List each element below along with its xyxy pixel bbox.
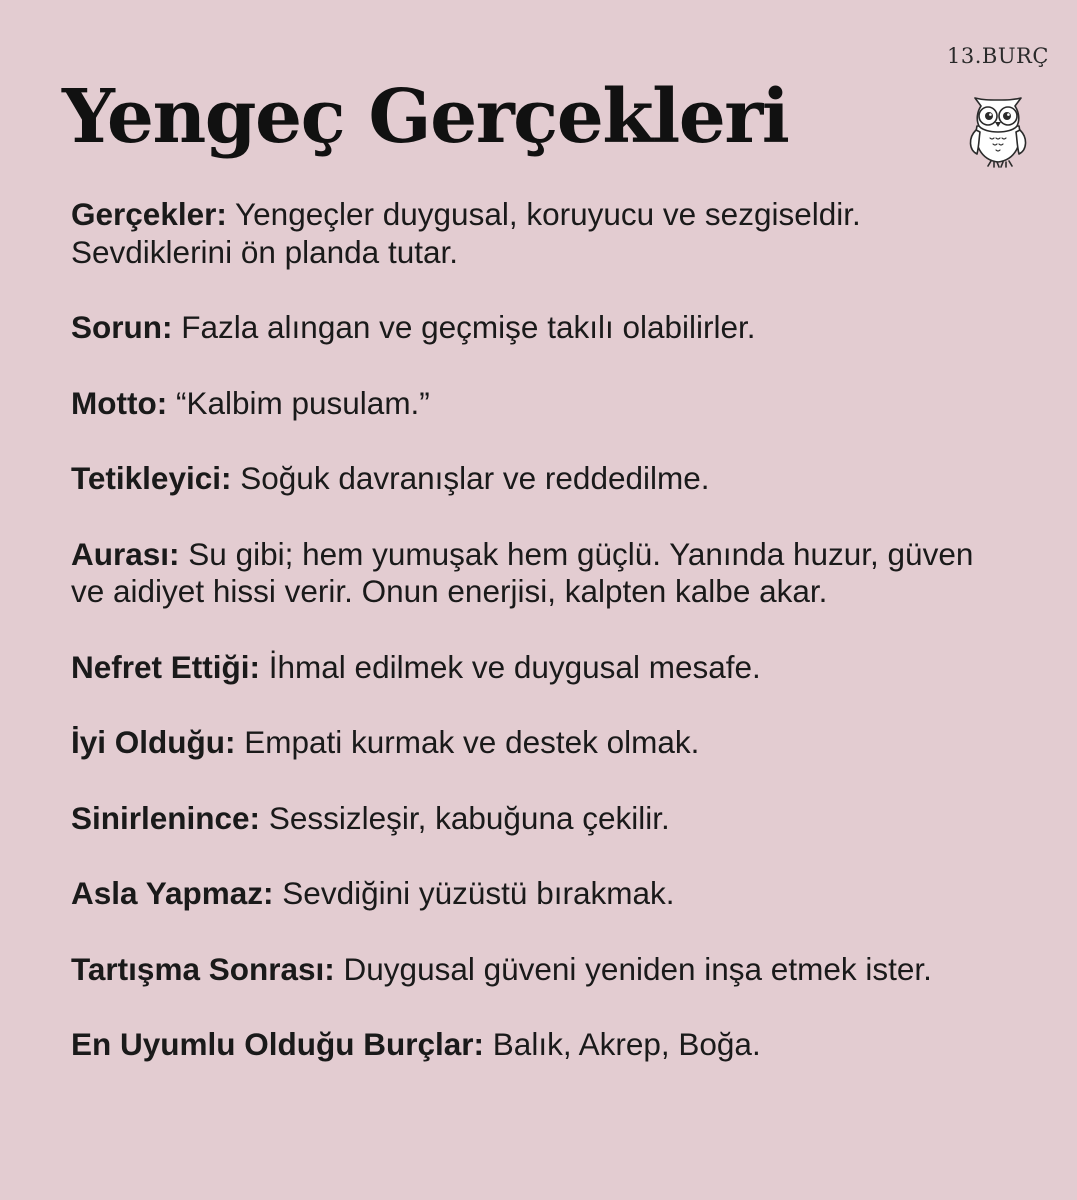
fact-item: [71, 385, 1011, 423]
fact-text: Sevdiğini yüzüstü bırakmak.: [282, 875, 675, 911]
fact-text: Empati kurmak ve destek olmak.: [244, 724, 700, 760]
fact-label: Nefret Ettiği:: [71, 648, 260, 685]
fact-item: [71, 460, 1011, 498]
fact-label: Sinirlenince:: [71, 799, 261, 836]
fact-label: Tetikleyici:: [71, 460, 232, 496]
fact-text: Sessizleşir, kabuğuna çekilir.: [268, 799, 670, 836]
facts-list: [71, 196, 1011, 1102]
fact-item: [71, 951, 1011, 989]
fact-item: [71, 309, 1011, 347]
fact-text: Fazla alıngan ve geçmişe takılı olabilirler.: [181, 309, 756, 345]
fact-item: [71, 196, 1011, 271]
fact-item: [71, 800, 1011, 838]
owl-icon: [963, 86, 1033, 168]
fact-text: Soğuk davranışlar ve reddedilme.: [240, 460, 710, 496]
fact-label: İyi Olduğu:: [71, 724, 236, 760]
fact-item: [71, 649, 1011, 687]
fact-item: [71, 875, 1011, 913]
fact-label: Asla Yapmaz:: [71, 875, 274, 911]
fact-label: Sorun:: [71, 309, 173, 345]
fact-label: Gerçekler:: [71, 196, 227, 232]
fact-text: İhmal edilmek ve duygusal mesafe.: [268, 648, 761, 685]
fact-item: [71, 724, 1011, 762]
fact-label: Motto:: [71, 384, 168, 421]
fact-item: [71, 536, 1011, 611]
fact-item: [71, 1026, 1011, 1064]
fact-text: Yengeçler duygusal, koruyucu ve sezgiseldir. Sevdiklerini ön planda tutar.: [71, 196, 861, 270]
fact-label: Tartışma Sonrası:: [71, 950, 335, 987]
fact-text: “Kalbim pusulam.”: [175, 384, 430, 421]
fact-text: Balık, Akrep, Boğa.: [492, 1026, 761, 1062]
brand-name: 13.BURÇ: [947, 44, 1049, 68]
fact-text: Su gibi; hem yumuşak hem güçlü. Yanında huzur, güven ve aidiyet hissi verir. Onun enerjisi, kalpten kalbe akar.: [71, 535, 974, 609]
fact-text: Duygusal güveni yeniden inşa etmek ister.: [343, 950, 932, 987]
page-title: Yengeç Gerçekleri: [62, 74, 789, 160]
fact-label: En Uyumlu Olduğu Burçlar:: [71, 1026, 485, 1062]
fact-label: Aurası:: [71, 535, 180, 572]
